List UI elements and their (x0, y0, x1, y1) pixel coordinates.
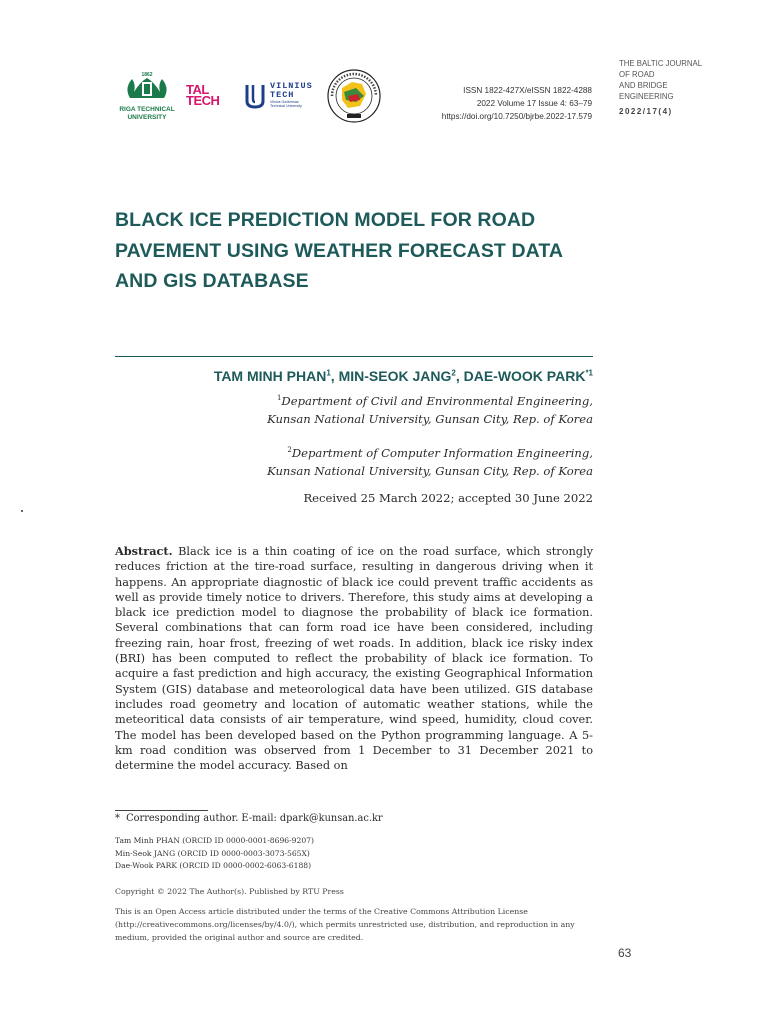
vilnius-line2: TECH (270, 90, 295, 100)
author-1: TAM MINH PHAN (213, 368, 327, 384)
journal-line1: THE BALTIC JOURNAL (619, 59, 703, 68)
affiliation-1 (267, 389, 593, 428)
taltech-line2: TECH (186, 93, 220, 108)
author-3: DAE-WOOK PARK (463, 368, 586, 384)
aff2-sup: 2 (287, 446, 292, 454)
journal-issue: 2022/17(4) (619, 107, 673, 116)
title-divider (115, 356, 593, 357)
abstract-label: Abstract. (115, 544, 173, 558)
aff1-sup: 1 (276, 394, 282, 402)
rtu-name-line1: RIGA TECHNICAL (119, 106, 175, 113)
journal-line2: OF ROAD (619, 70, 655, 79)
baltic-road-association-seal-icon (326, 68, 382, 124)
doi-link[interactable]: https://doi.org/10.7250/bjrbe.2022-17.579 (441, 112, 592, 121)
paper-title (115, 205, 605, 297)
aff1-line2: Kunsan National University, Gunsan City, Rep. of Korea (267, 411, 593, 426)
rtu-name-line2: UNIVERSITY (127, 113, 167, 121)
author-3-sup: *1 (585, 368, 593, 378)
author-2: MIN-SEOK JANG (338, 368, 452, 384)
abstract-text: Black ice is a thin coating of ice on the road surface, which strongly reduces friction at the tire-road surface, resulting in dangerous driving when it happens. An appropriate diagnostic of black ice could prevent traffic accidents as well as provide timely notice to drivers. Therefore, this study aims at developing a black ice prediction model to diagnose the probability of black ice formation. Several combinations that can form road ice have been considered, including freezing rain, hoar frost, freezing of wet roads. In addition, black ice risky index (BRI) has been computed to reflect the probability of black ice formation. To acquire a fast prediction and high accuracy, the existing Geographical Information System (GIS) database and meteorological data have been utilized. GIS database includes road geometry and location of automatic weather stations, while the meteoritical data consists of air temperature, wind speed, humidity, cloud cover. The model has been developed based on the Python programming language. A 5-km road condition was observed from 1 December to 31 December 2021 to determine the model accuracy. Based on (115, 545, 593, 773)
aff1-line1: Department of Civil and Environmental Engineering, (281, 393, 593, 408)
taltech-line1: TAL (186, 82, 209, 97)
copyright-notice: Copyright © 2022 The Author(s). Published by RTU Press (115, 887, 344, 896)
journal-name (619, 58, 702, 117)
title-line1: BLACK ICE PREDICTION MODEL FOR ROAD (115, 209, 536, 231)
orcid-1: Tam Minh PHAN (ORCID ID 0000-0001-8696-9207) (115, 836, 314, 845)
vilnius-tech-logo (244, 82, 318, 110)
license-notice: This is an Open Access article distributed under the terms of the Creative Commons Attribution License (http://creativecommons.org/licenses/by/4.0/), which permits unrestricted use, distribution, and reproduction in any medium, provided the original author and source are credited. (115, 907, 575, 942)
rtu-emblem-icon (112, 70, 182, 100)
vilnius-line1: VILNIUS (270, 81, 313, 91)
page-number: 63 (618, 946, 632, 960)
rtu-year: 1862 (141, 72, 153, 78)
author-list: TAM MINH PHAN$^1$, MIN-SEOK JANG$^2$, DAE-WOOK PARK$^{*1}$ (213, 368, 593, 384)
title-line3: AND GIS DATABASE (115, 270, 309, 292)
affiliation-2 (267, 441, 593, 480)
margin-mark (21, 510, 23, 512)
corresponding-author-footnote: * Corresponding author. E-mail: dpark@kunsan.ac.kr (115, 813, 383, 824)
issn-text: ISSN 1822-427X/eISSN 1822-4288 (463, 86, 592, 95)
author-1-sup: 1 (326, 368, 331, 378)
rtu-logo (112, 70, 182, 122)
journal-line4: ENGINEERING (619, 92, 674, 101)
orcid-list (115, 835, 314, 873)
aff2-line1: Department of Computer Information Engineering, (291, 445, 593, 460)
journal-line3: AND BRIDGE (619, 81, 668, 90)
footnote-divider (115, 810, 208, 811)
abstract (115, 544, 593, 773)
received-date: Received 25 March 2022; accepted 30 June 2022 (303, 491, 593, 505)
vilnius-sub: Vilnius Gediminas Technical University (270, 100, 302, 108)
vilnius-emblem-icon (244, 83, 266, 109)
title-line2: PAVEMENT USING WEATHER FORECAST DATA (115, 239, 564, 262)
issn-block (442, 84, 592, 123)
volume-text: 2022 Volume 17 Issue 4: 63–79 (476, 99, 592, 108)
taltech-logo (186, 84, 230, 110)
orcid-3: Dae-Wook PARK (ORCID ID 0000-0002-6063-6188) (115, 861, 312, 870)
orcid-2: Min-Seok JANG (ORCID ID 0000-0003-3073-565X) (115, 848, 310, 858)
aff2-line2: Kunsan National University, Gunsan City, Rep. of Korea (267, 463, 593, 478)
author-2-sup: 2 (451, 368, 456, 378)
